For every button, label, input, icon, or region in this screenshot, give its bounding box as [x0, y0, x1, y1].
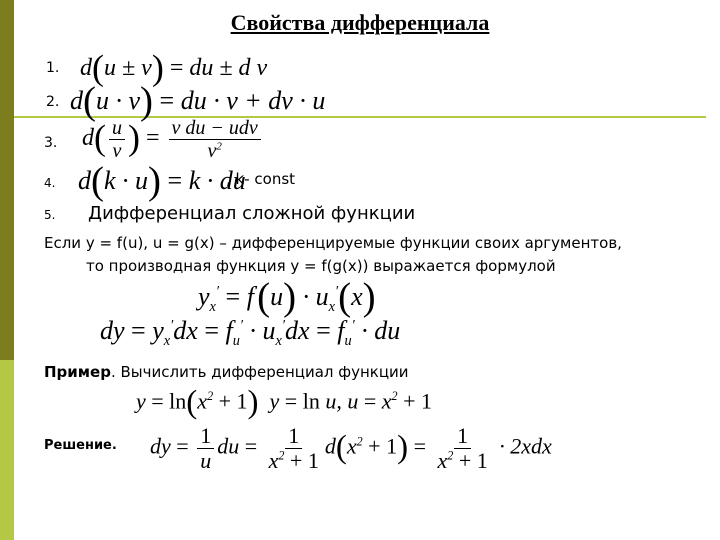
slide-title: Свойства дифференциала — [230, 10, 490, 35]
composite-heading: Дифференциал сложной функции — [88, 203, 416, 224]
formula-property-4: d(k · u) = k · du — [78, 159, 246, 203]
accent-bar-top — [0, 0, 14, 360]
item-number-4: 4. — [44, 176, 56, 190]
solution-label: Решение. — [44, 438, 117, 453]
example-text: . Вычислить дифференциал функции — [110, 363, 409, 381]
example-label: Пример — [44, 363, 111, 381]
item-number-2: 2. — [46, 94, 60, 110]
condition-line-1: Если y = f(u), u = g(x) – дифференцируемые функции своих аргументов, — [44, 234, 622, 252]
condition-line-2: то производная функция y = f(g(x)) выражается формулой — [86, 257, 556, 275]
composite-formula-1: $y_x' = f'(u) \cdot u_x'(x)$ — [198, 275, 376, 319]
formula-property-3: d( $\frac{u}{v}$ ) = $\frac{\text{v du − udv}}{v^2}$ — [82, 117, 264, 162]
accent-bar-bottom — [0, 360, 14, 540]
solution-formula: dy = $\frac{1}{u}$ du = $\frac{1}{x^2 + 1}$ $d(x^2 + 1)$ = $\frac{1}{x^2 + 1}$ · 2xdx — [150, 423, 552, 474]
example-function: $y = \ln(x^2 + 1) y = \ln u$, $u = x^2 + 1$ — [136, 384, 432, 421]
item-number-3: 3. — [44, 135, 58, 151]
item-number-5: 5. — [44, 208, 56, 222]
composite-formula-2: dy = $y_x'dx = f_u' \cdot u_x'dx = f_u'$ · du — [100, 316, 401, 350]
constant-note: , k- const — [226, 170, 296, 188]
formula-property-2: d(u · v) = du · v + dv · u — [70, 79, 326, 123]
item-number-1: 1. — [46, 60, 60, 76]
example-line — [44, 363, 409, 381]
formula-property-1: d(u ± v) = du ± d v — [80, 47, 268, 88]
